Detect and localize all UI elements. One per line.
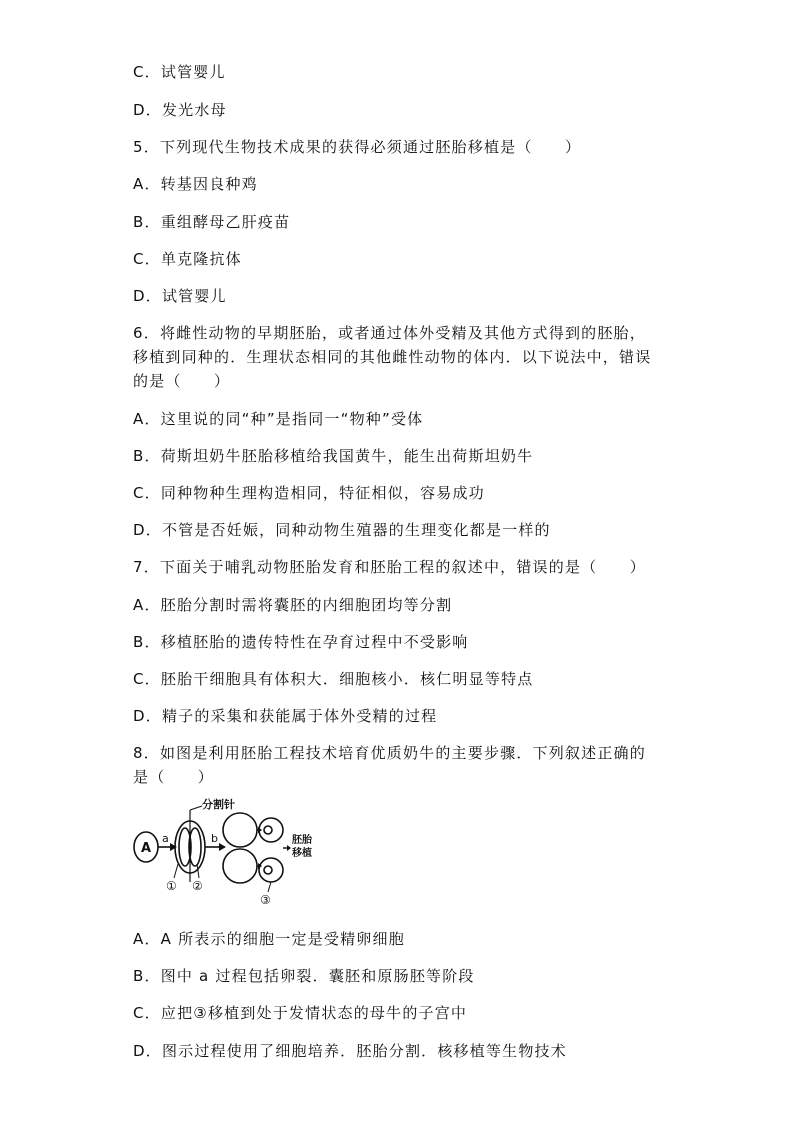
split-embryo-top bbox=[223, 813, 257, 847]
arrow-a-label: a bbox=[162, 832, 169, 845]
cell-a-label: A bbox=[141, 841, 152, 856]
option-6b: B．荷斯坦奶牛胚胎移植给我国黄牛，能生出荷斯坦奶牛 bbox=[133, 447, 534, 465]
option-8c: C．应把③移植到处于发情状态的母牛的子宫中 bbox=[133, 1004, 468, 1022]
figure-svg bbox=[128, 798, 338, 914]
needle-label: 分割针 bbox=[202, 798, 235, 811]
embryo-engineering-figure bbox=[128, 798, 338, 914]
mark-2-label: ② bbox=[192, 879, 203, 893]
mark-2-leader bbox=[197, 864, 199, 878]
option-4c: C．试管婴儿 bbox=[133, 63, 226, 81]
option-5c: C．单克隆抗体 bbox=[133, 250, 242, 268]
transfer-label-1: 胚胎 bbox=[292, 835, 312, 846]
arrow-a-head bbox=[170, 843, 177, 851]
embryo-top-inner bbox=[264, 826, 272, 834]
arrow-b-head bbox=[219, 843, 226, 851]
arrow-b-label: b bbox=[211, 832, 218, 845]
mark-3-label: ③ bbox=[260, 893, 271, 907]
option-7a: A．胚胎分割时需将囊胚的内细胞团均等分割 bbox=[133, 596, 453, 614]
option-6c: C．同种物种生理构造相同，特征相似，容易成功 bbox=[133, 484, 485, 502]
transfer-label-2: 移植 bbox=[292, 848, 312, 859]
option-8b: B．图中 a 过程包括卵裂．囊胚和原肠胚等阶段 bbox=[133, 967, 475, 985]
embryo-bottom-inner bbox=[264, 866, 272, 874]
option-5b: B．重组酵母乙肝疫苗 bbox=[133, 213, 291, 231]
mark-3-leader bbox=[268, 882, 271, 892]
option-4d: D．发光水母 bbox=[133, 101, 227, 119]
option-7b: B．移植胚胎的遗传特性在孕育过程中不受影响 bbox=[133, 633, 469, 651]
option-7d: D．精子的采集和获能属于体外受精的过程 bbox=[133, 707, 438, 725]
option-8d: D．图示过程使用了细胞培养．胚胎分割．核移植等生物技术 bbox=[133, 1042, 567, 1060]
option-5a: A．转基因良种鸡 bbox=[133, 175, 258, 193]
question-6-stem-line1: 6．将雌性动物的早期胚胎，或者通过体外受精及其他方式得到的胚胎， bbox=[133, 324, 646, 342]
question-5-stem: 5．下列现代生物技术成果的获得必须通过胚胎移植是（ ） bbox=[133, 138, 582, 156]
option-8a: A．A 所表示的细胞一定是受精卵细胞 bbox=[133, 930, 405, 948]
split-embryo-bottom bbox=[223, 849, 257, 883]
needle-leader bbox=[190, 806, 202, 810]
question-7-stem: 7．下面关于哺乳动物胚胎发育和胚胎工程的叙述中，错误的是（ ） bbox=[133, 558, 646, 576]
arrow-transfer-head bbox=[287, 845, 291, 851]
option-6a: A．这里说的同“种”是指同一“物种”受体 bbox=[133, 410, 424, 428]
question-8-stem-line1: 8．如图是利用胚胎工程技术培育优质奶牛的主要步骤．下列叙述正确的 bbox=[133, 744, 646, 762]
mark-1-label: ① bbox=[166, 879, 177, 893]
question-6-stem-line2: 移植到同种的．生理状态相同的其他雌性动物的体内．以下说法中，错误 bbox=[133, 348, 652, 366]
option-7c: C．胚胎干细胞具有体积大．细胞核小．核仁明显等特点 bbox=[133, 670, 534, 688]
question-8-stem-line2: 是（ ） bbox=[133, 768, 215, 786]
option-5d: D．试管婴儿 bbox=[133, 287, 227, 305]
embryo-bottom bbox=[259, 858, 283, 882]
question-6-stem-line3: 的是（ ） bbox=[133, 372, 231, 390]
option-6d: D．不管是否妊娠，同种动物生殖器的生理变化都是一样的 bbox=[133, 521, 551, 539]
mark-1-leader bbox=[174, 864, 178, 878]
embryo-top bbox=[259, 818, 283, 842]
